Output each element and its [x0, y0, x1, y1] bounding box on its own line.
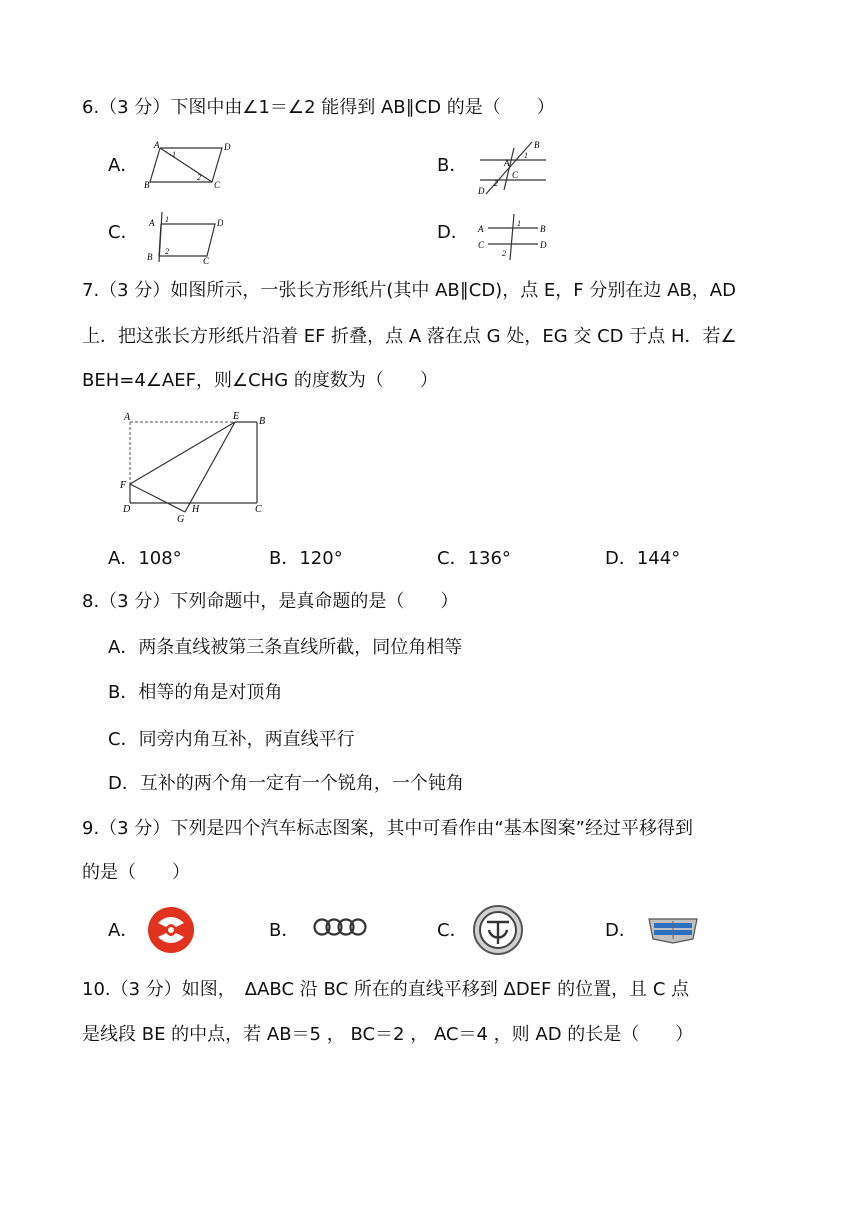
q6b-label-b: B: [534, 140, 540, 150]
q7-stem-line-1: 7.（3 分）如图所示，一张长方形纸片(其中 AB∥CD)，点 E，F 分别在边 AB，AD: [82, 280, 736, 301]
geely-logo: [645, 915, 701, 945]
q6c-label-c: C: [203, 256, 210, 264]
q6c-label-d: D: [217, 218, 223, 228]
q7-option-c: C．136°: [437, 548, 511, 569]
q8-option-d: D．互补的两个角一定有一个锐角，一个钝角: [108, 773, 464, 794]
q7-option-a: A．108°: [108, 548, 182, 569]
q6d-label-1: 1: [517, 219, 521, 228]
q7-label-h: H: [192, 504, 200, 515]
q9-option-b-letter: B．: [269, 920, 300, 941]
q7-stem-line-2: 上．把这张长方形纸片沿着 EF 折叠，点 A 落在点 G 处，EG 交 CD 于点 H．若∠: [82, 326, 737, 347]
q6-option-d-letter: D．: [437, 222, 469, 243]
q6b-label-a: A: [504, 158, 510, 168]
q6-option-a-letter: A．: [108, 155, 139, 176]
q6-option-b-letter: B．: [437, 155, 468, 176]
q6c-label-a: A: [149, 218, 155, 228]
brilliance-logo: [471, 904, 525, 956]
q9-option-a-letter: A．: [108, 920, 139, 941]
q10-stem-line-1: 10.（3 分）如图， ΔABC 沿 BC 所在的直线平移到 ΔDEF 的位置，且 C 点: [82, 979, 690, 1000]
q6-stem: 6.（3 分）下图中由∠1＝∠2 能得到 AB∥CD 的是（ ）: [82, 97, 555, 118]
q7-figure: [115, 408, 275, 528]
q6d-label-c: C: [478, 240, 485, 250]
q7-label-a: A: [124, 412, 131, 423]
q6c-label-2: 2: [165, 247, 169, 256]
q6a-label-d: D: [224, 142, 231, 152]
q6-option-c-letter: C．: [108, 222, 139, 243]
q8-stem: 8.（3 分）下列命题中，是真命题的是（ ）: [82, 591, 459, 612]
q6b-label-2: 2: [494, 179, 498, 188]
q6-figure-a: [142, 140, 232, 190]
q7-stem-line-3: BEH=4∠AEF，则∠CHG 的度数为（ ）: [82, 370, 438, 391]
q6b-label-1: 1: [524, 151, 528, 160]
q8-option-b: B．相等的角是对顶角: [108, 682, 283, 703]
q7-label-c: C: [255, 504, 262, 515]
q6c-label-b: B: [147, 252, 153, 262]
q7-label-b: B: [259, 416, 266, 427]
audi-rings-logo: [313, 916, 367, 938]
q8-option-a: A．两条直线被第三条直线所截，同位角相等: [108, 637, 463, 658]
q7-label-d: D: [123, 504, 131, 515]
q6d-label-2: 2: [502, 249, 506, 258]
q6a-label-2: 2: [197, 173, 201, 182]
q9-stem-line-2: 的是（ ）: [82, 862, 190, 883]
q6d-label-a: A: [478, 224, 484, 234]
q6b-label-c: C: [512, 170, 519, 180]
q7-label-f: F: [120, 480, 127, 491]
q6-figure-c: [143, 208, 223, 264]
q6-figure-b: [474, 138, 554, 198]
q7-label-g: G: [177, 514, 185, 525]
q9-option-d-letter: D．: [605, 920, 637, 941]
q7-label-e: E: [233, 411, 240, 422]
q9-option-c-letter: C．: [437, 920, 468, 941]
q8-option-c: C．同旁内角互补，两直线平行: [108, 729, 355, 750]
q6a-label-a: A: [154, 140, 160, 150]
q6a-label-c: C: [214, 180, 221, 190]
q10-stem-line-2: 是线段 BE 的中点，若 AB＝5 ， BC＝2 ， AC＝4 ，则 AD 的长是（ ）: [82, 1024, 694, 1045]
dongfeng-logo: [146, 905, 196, 955]
q6d-label-d: D: [540, 240, 547, 250]
q6b-label-d: D: [478, 186, 485, 196]
q7-option-b: B．120°: [269, 548, 343, 569]
q6a-label-b: B: [144, 180, 150, 190]
q6c-label-1: 1: [165, 215, 169, 224]
q6a-label-1: 1: [172, 150, 176, 159]
q7-option-d: D．144°: [605, 548, 681, 569]
q6d-label-b: B: [540, 224, 546, 234]
q6-figure-d: [474, 210, 554, 262]
q9-stem-line-1: 9.（3 分）下列是四个汽车标志图案，其中可看作由“基本图案”经过平移得到: [82, 818, 693, 839]
